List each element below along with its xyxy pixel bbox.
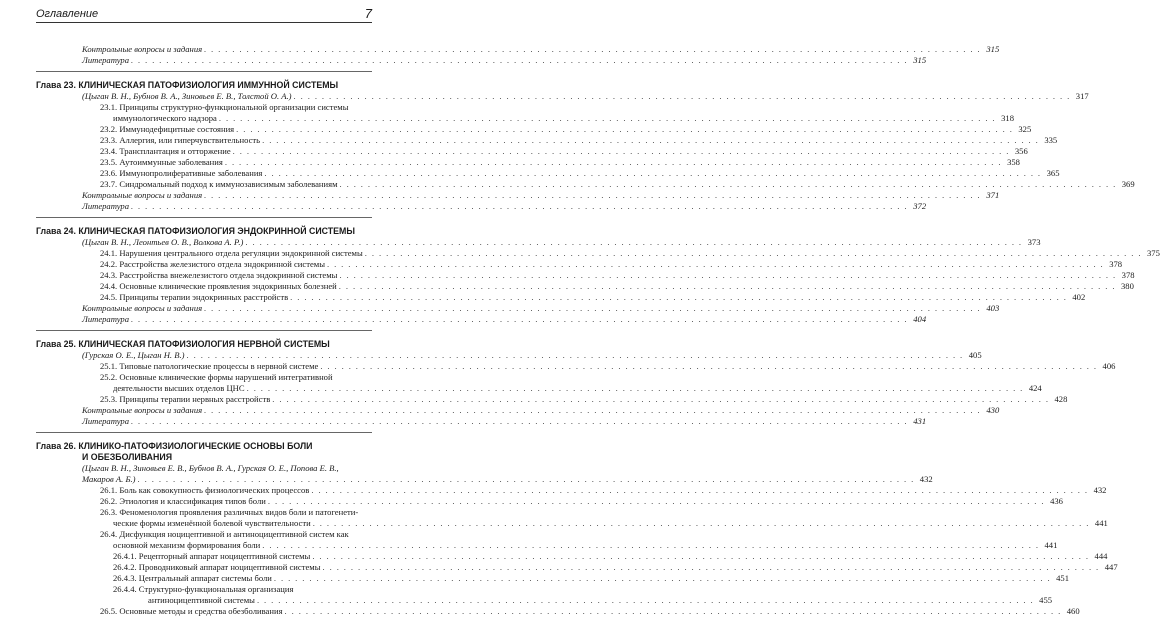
toc-entry[interactable]: 25.2. Основные клинические формы нарушений интегративной — [100, 372, 333, 382]
toc-entry[interactable]: Литература . . . 404 — [36, 314, 372, 325]
toc-entry[interactable]: Литература . . . 315 — [36, 55, 372, 66]
chapter-24-title[interactable]: Глава 24. КЛИНИЧЕСКАЯ ПАТОФИЗИОЛОГИЯ ЭНДОКРИННОЙ СИСТЕМЫ — [36, 226, 355, 236]
toc-entry[interactable]: 24.2. Расстройства железистого отдела эндокринной системы . . . 378 — [36, 259, 372, 270]
toc-entry[interactable]: 25.1. Типовые патологические процессы в нервной системе . . . 406 — [36, 361, 372, 372]
toc-entry[interactable]: Литература . . . 431 — [36, 416, 372, 427]
chapter-26-title[interactable]: Глава 26. КЛИНИКО-ПАТОФИЗИОЛОГИЧЕСКИЕ ОСНОВЫ БОЛИ — [36, 441, 313, 451]
toc-entry[interactable]: 26.4. Дисфункция ноцицептивной и антиноцицептивной систем как — [100, 529, 349, 539]
chapter-26-title-cont[interactable]: И ОБЕЗБОЛИВАНИЯ — [82, 452, 173, 462]
toc-authors: (Цыган В. Н., Леонтьев О. В., Волкова А. Р.) . . . 373 — [36, 237, 372, 248]
toc-entry[interactable]: 26.5. Основные методы и средства обезболивания . . . 460 — [36, 606, 372, 617]
toc-entry[interactable]: иммунологического надзора . . . 318 — [36, 113, 372, 124]
header-title: Оглавление — [36, 8, 99, 20]
toc-entry[interactable]: 26.1. Боль как совокупность физиологических процессов . . . 432 — [36, 485, 372, 496]
divider — [36, 71, 372, 72]
toc-entry[interactable]: Контрольные вопросы и задания . . . 403 — [36, 303, 372, 314]
chapter-25-title[interactable]: Глава 25. КЛИНИЧЕСКАЯ ПАТОФИЗИОЛОГИЯ НЕРВНОЙ СИСТЕМЫ — [36, 339, 330, 349]
toc-entry[interactable]: основной механизм формирования боли . . . 441 — [36, 540, 372, 551]
toc-entry[interactable]: 23.1. Принципы структурно-функциональной организации системы — [100, 102, 349, 112]
divider — [36, 217, 372, 218]
page-number: 7 — [364, 6, 372, 21]
toc-entry[interactable]: 24.3. Расстройства внежелезистого отдела эндокринной системы . . . 378 — [36, 270, 372, 281]
toc-entry[interactable]: 23.7. Синдромальный подход к иммунозависимым заболеваниям . . . 369 — [36, 179, 372, 190]
toc-entry[interactable]: 24.4. Основные клинические проявления эндокринных болезней . . . 380 — [36, 281, 372, 292]
toc-authors: (Цыган В. Н., Бубнов В. А., Зиновьев Е. В., Толстой О. А.) . . . 317 — [36, 91, 372, 102]
toc-entry[interactable]: 26.4.1. Рецепторный аппарат ноцицептивной системы . . . 444 — [36, 551, 372, 562]
toc-entry[interactable]: 26.3. Феноменология проявления различных видов боли и патогенети- — [100, 507, 359, 517]
table-of-contents — [36, 44, 1160, 617]
toc-authors: (Цыган В. Н., Зиновьев Е. В., Бубнов В. А., Гурская О. Е., Попова Е. В., — [82, 463, 339, 473]
toc-entry[interactable]: 26.2. Этиология и классификация типов боли . . . 436 — [36, 496, 372, 507]
toc-entry[interactable]: 23.5. Аутоиммунные заболевания . . . 358 — [36, 157, 372, 168]
toc-entry[interactable]: 25.3. Принципы терапии нервных расстройств . . . 428 — [36, 394, 372, 405]
toc-entry[interactable]: 26.4.2. Проводниковый аппарат ноцицептивной системы . . . 447 — [36, 562, 372, 573]
toc-entry[interactable]: ческие формы изменённой болевой чувствительности . . . 441 — [36, 518, 372, 529]
toc-entry[interactable]: 24.1. Нарушения центрального отдела регуляции эндокринной системы . . . 375 — [36, 248, 372, 259]
toc-entry[interactable]: деятельности высших отделов ЦНС . . . 424 — [36, 383, 372, 394]
toc-entry[interactable]: 23.3. Аллергия, или гиперчувствительность . . . 335 — [36, 135, 372, 146]
divider — [36, 330, 372, 331]
toc-entry[interactable]: 23.2. Иммунодефицитные состояния . . . 325 — [36, 124, 372, 135]
toc-entry[interactable]: Контрольные вопросы и задания . . . 371 — [36, 190, 372, 201]
divider — [36, 432, 372, 433]
toc-entry[interactable]: 23.4. Трансплантация и отторжение . . . 356 — [36, 146, 372, 157]
toc-entry[interactable]: 24.5. Принципы терапии эндокринных расстройств . . . 402 — [36, 292, 372, 303]
toc-entry[interactable]: Контрольные вопросы и задания . . . 430 — [36, 405, 372, 416]
toc-entry[interactable]: антиноцицептивной системы . . . 455 — [36, 595, 372, 606]
toc-authors: (Гурская О. Е., Цыган Н. В.) . . . 405 — [36, 350, 372, 361]
toc-entry[interactable]: Контрольные вопросы и задания . . . 315 — [36, 44, 372, 55]
running-header — [36, 2, 372, 23]
toc-entry[interactable]: 26.4.4. Структурно-функциональная организация — [113, 584, 294, 594]
toc-entry[interactable]: Литература . . . 372 — [36, 201, 372, 212]
toc-entry[interactable]: 23.6. Иммунопролиферативные заболевания . . . 365 — [36, 168, 372, 179]
chapter-23-title[interactable]: Глава 23. КЛИНИЧЕСКАЯ ПАТОФИЗИОЛОГИЯ ИММУННОЙ СИСТЕМЫ — [36, 80, 339, 90]
toc-entry[interactable]: 26.4.3. Центральный аппарат системы боли . . . 451 — [36, 573, 372, 584]
toc-authors: Макаров А. Б.) . . . 432 — [36, 474, 372, 485]
